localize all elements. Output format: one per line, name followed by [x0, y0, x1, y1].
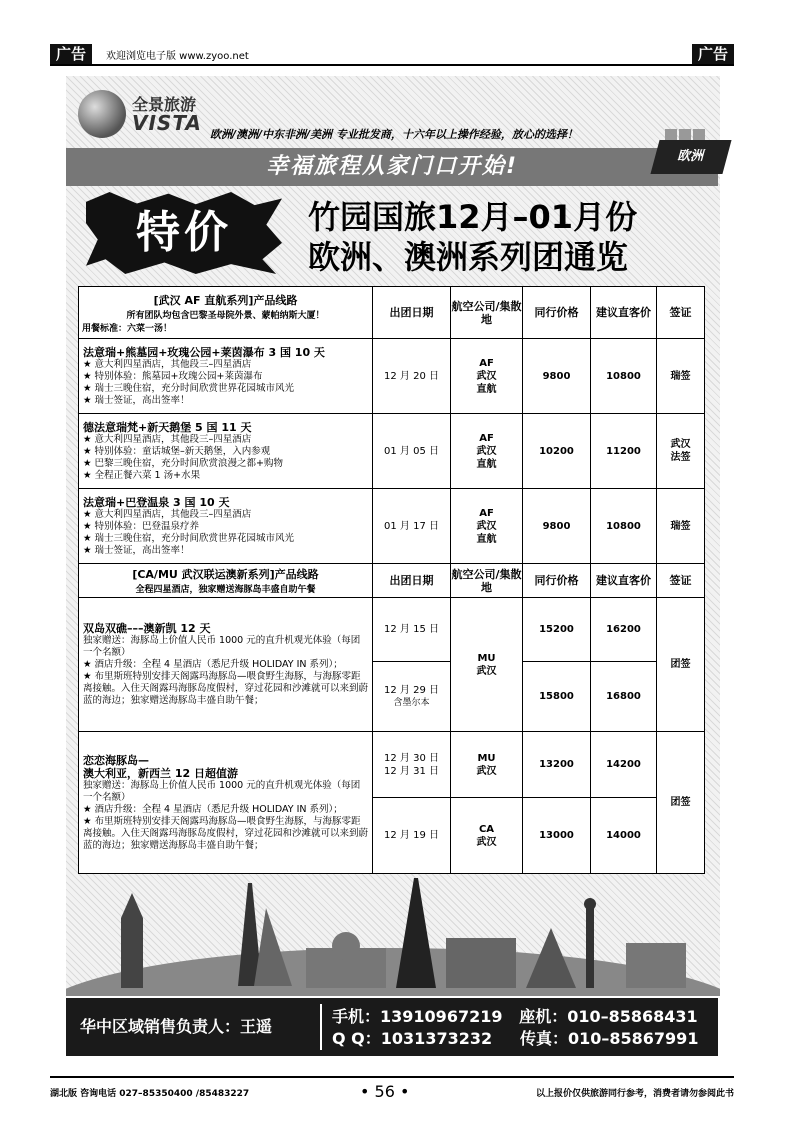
- brand-slogan: 欧洲/澳洲/中东非洲/美洲 专业批发商，十六年以上操作经验，放心的选择！: [210, 128, 578, 141]
- tour-desc: [79, 339, 373, 414]
- tour-bullet: ★ 巴黎三晚住宿，充分时间欣赏浪漫之都+购物: [83, 457, 283, 469]
- th-retail: 建议直客价: [591, 564, 657, 598]
- retail-price: 14000: [591, 798, 657, 874]
- section2-category: [79, 564, 373, 598]
- tour-table: [78, 286, 705, 874]
- tour-bullet: ★ 特别体验：童话城堡–新天鹅堡，入内参观: [83, 445, 271, 457]
- tour-desc: [79, 598, 373, 732]
- footer-left: 湖北版 咨询电话 027–85350400 /85483227: [50, 1089, 250, 1099]
- tour-bullet: ★ 意大利四星酒店，其他段三–四星酒店: [83, 508, 252, 520]
- contact-bar: [66, 998, 718, 1056]
- tour-title: 德法意瑞梵+新天鹅堡 5 国 11 天: [83, 420, 252, 434]
- tour-title: 法意瑞+熊墓园+玫瑰公园+莱茵瀑布 3 国 10 天: [83, 345, 325, 359]
- table-row: [79, 489, 705, 564]
- brand-en: VISTA: [132, 111, 202, 135]
- fax-number: 010–85867991: [567, 1029, 699, 1048]
- dome-icon: [332, 932, 360, 960]
- retail-price: 11200: [591, 414, 657, 489]
- tour-airline: MU 武汉: [451, 732, 523, 798]
- tour-desc: [79, 414, 373, 489]
- visa-type: 瑞签: [657, 339, 705, 414]
- th-date: 出团日期: [373, 564, 451, 598]
- section1-cat-title: [武汉 AF 直航系列]产品线路: [153, 293, 298, 307]
- trade-price: 10200: [523, 414, 591, 489]
- tour-airline: AF 武汉 直航: [451, 339, 523, 414]
- tour-airline: CA 武汉: [451, 798, 523, 874]
- promo-title-line1: 竹园国旅12月–01月份: [308, 198, 638, 236]
- visa-type: 团签: [657, 598, 705, 732]
- globe-shape: [66, 948, 720, 996]
- retail-price: 14200: [591, 732, 657, 798]
- section1-category: [79, 287, 373, 339]
- section2-header-row: [79, 564, 705, 598]
- footer-right: 以上报价仅供旅游同行参考，消费者请勿参阅此书: [535, 1089, 734, 1099]
- table-row: [79, 598, 705, 662]
- contact-divider: [320, 1004, 322, 1050]
- brand-cn: 全景旅游: [132, 95, 197, 114]
- promo-title-line2: 欧洲、澳洲系列团通览: [308, 238, 629, 276]
- section2-cat-sub: 全程四星酒店，独家赠送海豚岛丰盛自助午餐: [135, 585, 316, 595]
- th-airline: 航空公司/集散地: [451, 564, 523, 598]
- tour-bullet: ★ 布里斯班特别安排天阁露玛海豚岛—喂食野生海豚，与海豚零距离接触。入住天阁露玛海豚岛度假村，穿过花园和沙滩就可以来到蔚蓝的海边；独家赠送海豚岛丰盛自助午餐；: [83, 815, 369, 851]
- tour-bullet: 独家赠送：海豚岛上价值人民币 1000 元的直升机观光体验（每团一个名额）: [83, 779, 361, 803]
- eiffel-tower-icon: [396, 878, 436, 988]
- page-number: • 56 •: [360, 1082, 410, 1101]
- th-trade: 同行价格: [523, 287, 591, 339]
- page-footer: [50, 1076, 734, 1100]
- mobile-label: 手机：: [332, 1007, 381, 1026]
- landline-number: 010–85868431: [567, 1007, 698, 1026]
- tour-bullet: ★ 全程正餐六菜 1 汤+水果: [83, 469, 201, 481]
- tour-date-note: 含墨尔本: [393, 697, 430, 708]
- special-badge-text: 特价: [136, 207, 232, 258]
- section1-cat-meal: 用餐标准：六菜一汤！: [82, 323, 173, 334]
- trade-price: 9800: [523, 339, 591, 414]
- tour-airline: AF 武汉 直航: [451, 489, 523, 564]
- section2-cat-title: [CA/MU 武汉联运澳新系列]产品线路: [132, 568, 319, 581]
- trade-price: 13200: [523, 732, 591, 798]
- tour-bullet: ★ 布里斯班特别安排天阁露玛海豚岛—喂食野生海豚，与海豚零距离接触。入住天阁露玛海豚岛度假村，穿过花园和沙滩就可以来到蔚蓝的海边；独家赠送海豚岛丰盛自助午餐；: [83, 671, 369, 706]
- tour-bullet: 独家赠送：海豚岛上价值人民币 1000 元的直升机观光体验（每团一个名额）: [83, 635, 361, 658]
- tour-desc: [79, 489, 373, 564]
- sail2-icon: [254, 908, 292, 986]
- tour-date: 01 月 05 日: [373, 414, 451, 489]
- trade-price: 15800: [523, 662, 591, 732]
- table-row: [79, 414, 705, 489]
- table-row: [79, 732, 705, 798]
- top-bar: [50, 44, 734, 66]
- tour-airline: MU 武汉: [451, 598, 523, 732]
- visa-type: 武汉 法签: [657, 414, 705, 489]
- ad-label-left: 广告: [50, 44, 92, 64]
- statue-of-liberty-icon: [586, 908, 594, 988]
- slogan-banner: 幸福旅程从家门口开始!: [66, 148, 718, 186]
- contact-lines: [332, 1006, 698, 1050]
- landmarks-illustration: [66, 868, 720, 996]
- tour-title: 恋恋海豚岛— 澳大利亚，新西兰 12 日超值游: [83, 753, 238, 780]
- big-ben-spire: [121, 893, 143, 918]
- visa-type: 瑞签: [657, 489, 705, 564]
- ad-label-right: 广告: [692, 44, 734, 64]
- tour-date: [373, 662, 451, 732]
- retail-price: 16800: [591, 662, 657, 732]
- tour-date: 12 月 19 日: [373, 798, 451, 874]
- tour-title: 法意瑞+巴登温泉 3 国 10 天: [83, 495, 230, 509]
- section1-cat-sub: 所有团队均包含巴黎圣母院外景、蒙帕纳斯大厦！: [126, 310, 325, 321]
- landline-label: 座机：: [519, 1007, 568, 1026]
- tour-date: 01 月 17 日: [373, 489, 451, 564]
- th-retail: 建议直客价: [591, 287, 657, 339]
- tour-date: 12 月 15 日: [373, 598, 451, 662]
- vista-logo-icon: [78, 90, 126, 138]
- th-date: 出团日期: [373, 287, 451, 339]
- trade-price: 9800: [523, 489, 591, 564]
- tour-date: 12 月 30 日 12 月 31 日: [373, 732, 451, 798]
- big-ben-icon: [121, 918, 143, 988]
- fax-label: 传真：: [519, 1029, 568, 1048]
- retail-price: 16200: [591, 598, 657, 662]
- tour-bullet: ★ 意大利四星酒店，其他段三–四星酒店: [83, 358, 252, 370]
- tour-bullet: ★ 特别体验：巴登温泉疗养: [83, 520, 200, 532]
- trade-price: 15200: [523, 598, 591, 662]
- tour-desc: [79, 732, 373, 874]
- colosseum-icon: [446, 938, 516, 988]
- tour-bullet: ★ 瑞士三晚住宿，充分时间欣赏世界花园城市风光: [83, 382, 295, 394]
- th-airline: 航空公司/集散地: [451, 287, 523, 339]
- qq-label: Q Q：: [332, 1029, 381, 1048]
- tour-bullet: ★ 意大利四星酒店，其他段三–四星酒店: [83, 433, 252, 445]
- th-visa: 签证: [657, 287, 705, 339]
- th-trade: 同行价格: [523, 564, 591, 598]
- qq-number: 1031373232: [380, 1029, 493, 1048]
- tour-bullet: ★ 瑞士签证，高出签率！: [83, 394, 190, 406]
- retail-price: 10800: [591, 489, 657, 564]
- sales-manager: 华中区域销售负责人：王遥: [80, 1017, 273, 1036]
- tour-bullet: ★ 瑞士三晚住宿，充分时间欣赏世界花园城市风光: [83, 532, 295, 544]
- table-row: [79, 339, 705, 414]
- tour-bullet: ★ 酒店升级：全程 4 星酒店（悉尼升级 HOLIDAY IN 系列）；: [83, 659, 343, 670]
- th-visa: 签证: [657, 564, 705, 598]
- site-text: 欢迎浏览电子版 www.zyoo.net: [106, 51, 249, 62]
- building-icon: [626, 943, 686, 988]
- mobile-number: 13910967219: [380, 1007, 503, 1026]
- tour-date-value: 12 月 29 日: [384, 684, 439, 696]
- retail-price: 10800: [591, 339, 657, 414]
- section1-header-row: [79, 287, 705, 339]
- statue-head: [584, 898, 596, 910]
- visa-type: 团签: [657, 732, 705, 874]
- tour-bullet: ★ 瑞士签证，高出签率！: [83, 544, 190, 556]
- trade-price: 13000: [523, 798, 591, 874]
- tour-title: 双岛双礁–––澳新凯 12 天: [83, 622, 211, 635]
- tour-airline: AF 武汉 直航: [451, 414, 523, 489]
- europe-tab: 欧洲: [650, 140, 731, 174]
- tour-bullet: ★ 酒店升级：全程 4 星酒店（悉尼升级 HOLIDAY IN 系列）；: [83, 803, 343, 815]
- tour-bullet: ★ 特别体验：熊墓园+玫瑰公园+莱茵瀑布: [83, 370, 263, 382]
- tour-date: 12 月 20 日: [373, 339, 451, 414]
